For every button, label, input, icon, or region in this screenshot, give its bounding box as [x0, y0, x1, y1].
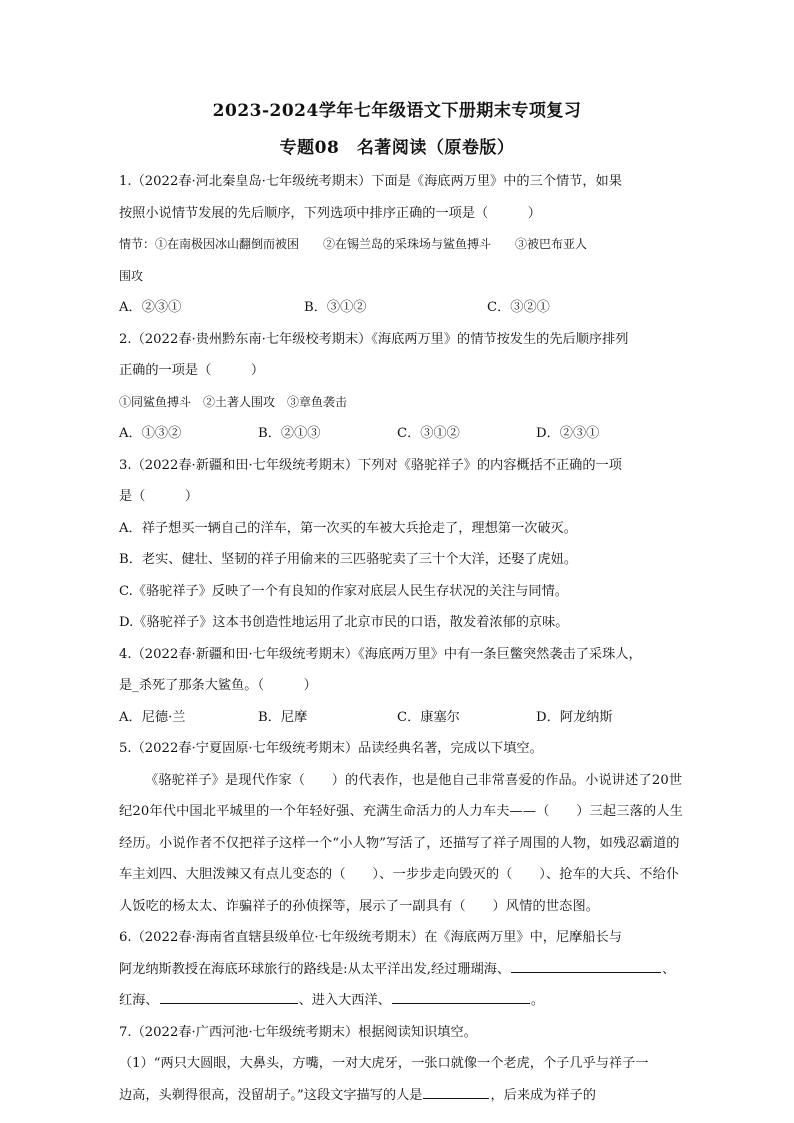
q1-info-line-1: 情节：①在南极因冰山翻倒而被困 ②在锡兰岛的采珠场与鲨鱼搏斗 ③被巴布亚人 [119, 237, 588, 251]
q2-info: ①同鲨鱼搏斗 ②土著人围攻 ③章鱼袭击 [119, 394, 348, 409]
q6-blank-1[interactable] [511, 958, 661, 973]
q2-option-a[interactable]: A．①③② [119, 426, 182, 441]
document-subtitle: 专题08 名著阅读（原卷版） [279, 138, 515, 158]
q4-option-c[interactable]: C．康塞尔 [397, 709, 460, 725]
q6-stem-line-2-text: 阿龙纳斯教授在海底环球旅行的路线是:从太平洋出发,经过珊瑚海、 [119, 961, 511, 977]
q3-stem-line-1: 3.（2022春·新疆和田·七年级统考期末）下列对《骆驼祥子》的内容概括不正确的一项 [119, 457, 622, 473]
q6-stem-line-3-text-b: 、进入大西洋、 [298, 993, 391, 1008]
q2-stem-line-2: 正确的一项是（ ） [119, 363, 265, 378]
q6-stem-line-3-text-c: 。 [530, 993, 545, 1008]
q1-option-a[interactable]: A．②③① [119, 300, 182, 315]
q6-stem-line-2-end: 、 [662, 961, 676, 977]
q3-option-d[interactable]: D.《骆驼祥子》这本书创造性地运用了北京市民的口语，散发着浓郁的京味。 [119, 615, 569, 630]
q7-stem: 7.（2022春·广西河池·七年级统考期末）根据阅读知识填空。 [119, 1024, 477, 1040]
q4-option-a[interactable]: A．尼德·兰 [119, 709, 186, 725]
q7-sub1-line-1: （1）“两只大圆眼，大鼻头，方嘴，一对大虎牙，一张口就像一个老虎，个子几乎与祥子一 [119, 1056, 649, 1071]
q6-blank-2[interactable] [160, 989, 298, 1004]
q2-option-c[interactable]: C．③①② [397, 426, 460, 441]
q4-option-b[interactable]: B．尼摩 [258, 709, 308, 725]
q7-sub1-line-2-text: 边高，头剃得很高，没留胡子。”这段文字描写的人是 [119, 1087, 423, 1103]
q1-option-c[interactable]: C．③②① [487, 300, 550, 315]
q2-option-b[interactable]: B．②①③ [258, 426, 321, 441]
q6-stem-line-3-text-a: 红海、 [119, 993, 159, 1008]
q1-option-b[interactable]: B．③①② [304, 300, 367, 315]
q4-options [119, 702, 685, 734]
q3-option-b[interactable]: B．老实、健壮、坚韧的祥子用偷来的三匹骆驼卖了三十个大洋，还娶了虎妞。 [119, 552, 578, 567]
q1-stem-line-1: 1.（2022春·河北秦皇岛·七年级统考期末）下面是《海底两万里》中的三个情节，如果 [119, 174, 622, 189]
q7-sub1-line-2-end: ，后来成为祥子的 [490, 1087, 596, 1103]
q4-option-d[interactable]: D．阿龙纳斯 [536, 709, 613, 725]
q3-option-c[interactable]: C.《骆驼祥子》反映了一个有良知的作家对底层人民生存状况的关注与同情。 [119, 583, 568, 599]
q4-stem-line-2: 是_杀死了那条大鲨鱼。（ ） [119, 678, 317, 693]
q2-stem-line-1: 2.（2022春·贵州黔东南·七年级校考期末）《海底两万里》的情节按发生的先后顺序排列 [119, 331, 629, 347]
q7-blank-1[interactable] [423, 1084, 489, 1099]
q6-stem-line-3 [119, 985, 685, 1017]
q1-stem-line-2: 按照小说情节发展的先后顺序，下列选项中排序正确的一项是（ ） [119, 205, 541, 221]
q1-options [119, 292, 685, 324]
document-title: 2023-2024学年七年级语文下册期末专项复习 [212, 101, 582, 121]
q6-stem-line-2 [119, 954, 685, 986]
q7-sub1-line-2 [119, 1080, 685, 1112]
document-body [119, 166, 685, 1111]
q6-stem-line-1: 6.（2022春·海南省直辖县级单位·七年级统考期末）在《海底两万里》中，尼摩船长与 [119, 930, 622, 945]
q2-option-d[interactable]: D．②③① [536, 426, 600, 441]
q3-option-a[interactable]: A．祥子想买一辆自己的洋车，第一次买的车被大兵抢走了，理想第一次破灭。 [119, 520, 577, 536]
q3-stem-line-2: 是（ ） [119, 489, 199, 504]
q6-blank-3[interactable] [392, 989, 530, 1004]
q1-info-line-2: 围攻 [119, 268, 144, 283]
q5-stem: 5.（2022春·宁夏固原·七年级统考期末）品读经典名著，完成以下填空。 [119, 741, 543, 756]
q2-options [119, 418, 685, 450]
q4-stem-line-1: 4.（2022春·新疆和田·七年级统考期末）《海底两万里》中有一条巨鳖突然袭击了采珠人， [119, 646, 642, 662]
q5-paragraph: 《骆驼祥子》是现代作家（ ）的代表作，也是他自己非常喜爱的作品。小说讲述了20世纪20年代中国北平城里的一个年轻好强、充满生命活力的人力车夫——（ ）三起三落的人生经历。小说作者不仅把祥子这样一个“小人物”写活了，还描写了祥子周围的人物，如残忍霸道的车主刘四、大胆泼辣又有点儿变态的（ ）、一步步走向毁灭的（ ）、抢车的大兵、不给仆人饭吃的杨太太、诈骗祥子的孙侦探等，展示了一副具有（ ）风情的世态图。 [119, 772, 683, 914]
